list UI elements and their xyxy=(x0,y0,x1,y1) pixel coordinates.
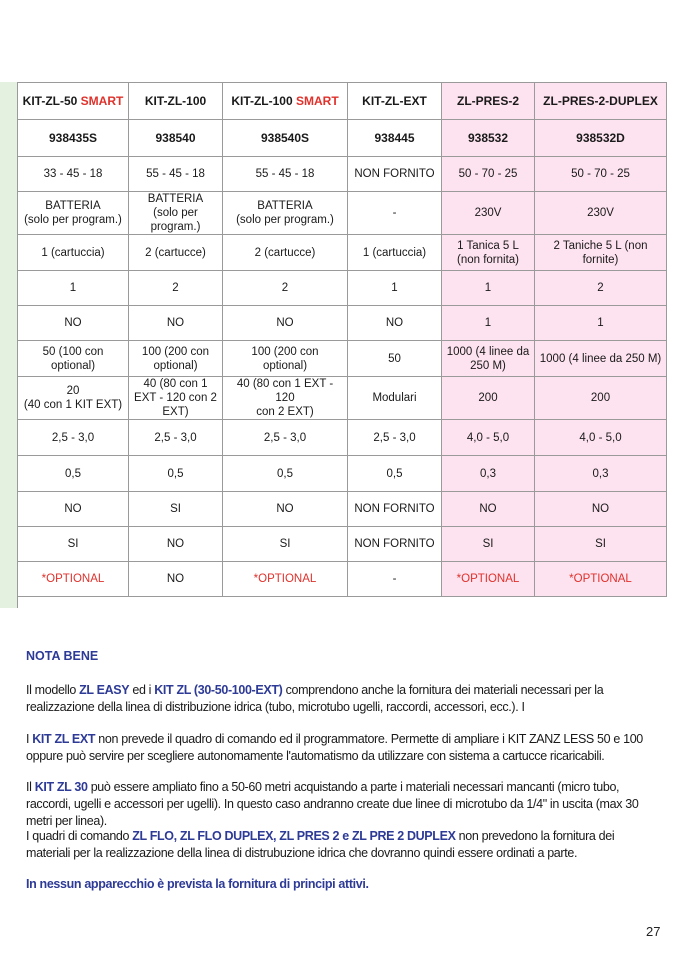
table-cell: 50 - 70 - 25 xyxy=(442,157,535,192)
table-cell: 200 xyxy=(535,377,667,420)
table-cell: 2 (cartucce) xyxy=(223,235,348,271)
table-cell: 0,5 xyxy=(18,456,129,492)
column-header-model: KIT-ZL-100 xyxy=(144,94,207,108)
table-cell: 55 - 45 - 18 xyxy=(223,157,348,192)
table-cell: BATTERIA (solo per program.) xyxy=(129,192,223,235)
note-highlight: KIT ZL 30 xyxy=(34,780,88,794)
column-header-model: ZL-PRES-2-DUPLEX xyxy=(543,94,658,108)
table-cell: 2 xyxy=(129,271,223,306)
note-paragraph xyxy=(26,682,658,716)
table-cell: 2,5 - 3,0 xyxy=(129,420,223,456)
table-cell: 55 - 45 - 18 xyxy=(129,157,223,192)
table-row xyxy=(18,377,667,420)
table-cell: 4,0 - 5,0 xyxy=(442,420,535,456)
table-cell: 0,5 xyxy=(348,456,442,492)
table-cell: 1000 (4 linee da 250 M) xyxy=(442,341,535,377)
table-cell: 2 Taniche 5 L (non fornite) xyxy=(535,235,667,271)
table-cell: NON FORNITO xyxy=(348,157,442,192)
table-cell: 20 (40 con 1 KIT EXT) xyxy=(18,377,129,420)
note-text: non prevedono la fornitura dei materiali per la realizzazione della linea di distrubuzione idrica che dovranno quindi essere ordinati a parte. xyxy=(26,829,615,860)
table-cell: SI xyxy=(129,492,223,527)
note-paragraph xyxy=(26,731,658,765)
table-cell: 0,3 xyxy=(535,456,667,492)
table-cell: 50 - 70 - 25 xyxy=(535,157,667,192)
table-cell: NO xyxy=(129,562,223,597)
table-row xyxy=(18,271,667,306)
column-header-accent: SMART xyxy=(296,94,339,108)
table-cell: *OPTIONAL xyxy=(18,562,129,597)
table-cell: 230V xyxy=(442,192,535,235)
table-cell: NO xyxy=(223,306,348,341)
table-cell: 0,3 xyxy=(442,456,535,492)
table-cell: - xyxy=(348,192,442,235)
table-cell: SI xyxy=(442,527,535,562)
table-cell: NON FORNITO xyxy=(348,492,442,527)
table-cell: *OPTIONAL xyxy=(442,562,535,597)
table-cell: - xyxy=(348,562,442,597)
table-cell: SI xyxy=(223,527,348,562)
table-cell: 1 xyxy=(18,271,129,306)
table-cell: 2,5 - 3,0 xyxy=(18,420,129,456)
table-cell: 1 xyxy=(535,306,667,341)
column-header-model: KIT-ZL-EXT xyxy=(362,94,427,108)
table-row xyxy=(18,120,667,157)
table-cell: 200 xyxy=(442,377,535,420)
table-cell: Modulari xyxy=(348,377,442,420)
table-cell: 1 (cartuccia) xyxy=(348,235,442,271)
table-row xyxy=(18,192,667,235)
note-paragraph xyxy=(26,828,658,862)
table-cell: BATTERIA (solo per program.) xyxy=(223,192,348,235)
table-row xyxy=(18,527,667,562)
table-cell: NO xyxy=(223,492,348,527)
column-header xyxy=(18,83,129,120)
note-paragraph xyxy=(26,779,658,830)
note-text: può essere ampliato fino a 50-60 metri acquistando a parte i materiali necessari mancanti (micro tubo, raccordi, ugelli e accessori per ugelli). In questo caso andranno create due linee di microtubo da 1/4" in uscita (max 30 metri per linea). xyxy=(26,780,639,828)
table-cell: 33 - 45 - 18 xyxy=(18,157,129,192)
table-cell: 1 (cartuccia) xyxy=(18,235,129,271)
column-header-model: KIT-ZL-50 xyxy=(22,94,81,108)
table-row xyxy=(18,235,667,271)
table-cell: 1 xyxy=(442,306,535,341)
table-cell: 100 (200 con optional) xyxy=(223,341,348,377)
table-cell: 40 (80 con 1 EXT - 120 con 2 EXT) xyxy=(129,377,223,420)
final-note: In nessun apparecchio è prevista la fornitura di principi attivi. xyxy=(26,877,369,891)
column-header-accent: SMART xyxy=(80,94,124,108)
table-row xyxy=(18,562,667,597)
table-cell: 938445 xyxy=(348,120,442,157)
table-cell: 2 xyxy=(223,271,348,306)
table-row xyxy=(18,341,667,377)
table-cell: 938540S xyxy=(223,120,348,157)
table-cell: SI xyxy=(535,527,667,562)
table-row xyxy=(18,420,667,456)
table-cell: 1 xyxy=(348,271,442,306)
note-text: non prevede il quadro di comando ed il programmatore. Permette di ampliare i KIT ZANZ LESS 50 e 100 oppure può servire per scegliere autonomamente l'automatismo da utilizzare con sistema a cartucce ricaricabili. xyxy=(26,732,643,763)
page-number: 27 xyxy=(646,924,661,939)
column-header-model: ZL-PRES-2 xyxy=(456,94,519,108)
table-cell: 1 xyxy=(442,271,535,306)
table-cell: 0,5 xyxy=(129,456,223,492)
table-cell: 938435S xyxy=(18,120,129,157)
table-row xyxy=(18,456,667,492)
note-highlight: ZL FLO, ZL FLO DUPLEX, ZL PRES 2 e ZL PRE 2 DUPLEX xyxy=(132,829,456,843)
spec-table-area xyxy=(0,82,666,608)
note-highlight: ZL EASY xyxy=(79,683,130,697)
table-cell: NO xyxy=(18,306,129,341)
table-cell: 1 Tanica 5 L (non fornita) xyxy=(442,235,535,271)
table-cell: NO xyxy=(442,492,535,527)
left-color-band xyxy=(0,82,18,608)
table-row xyxy=(18,492,667,527)
table-cell: NON FORNITO xyxy=(348,527,442,562)
column-header xyxy=(348,83,442,120)
table-header-row xyxy=(18,83,667,120)
spec-table xyxy=(17,82,667,597)
table-cell: *OPTIONAL xyxy=(535,562,667,597)
table-cell: 938540 xyxy=(129,120,223,157)
table-cell: 2,5 - 3,0 xyxy=(223,420,348,456)
column-header xyxy=(129,83,223,120)
table-cell: 938532 xyxy=(442,120,535,157)
table-cell: SI xyxy=(18,527,129,562)
table-cell: 2,5 - 3,0 xyxy=(348,420,442,456)
table-cell: 0,5 xyxy=(223,456,348,492)
table-cell: NO xyxy=(348,306,442,341)
table-cell: *OPTIONAL xyxy=(223,562,348,597)
note-text: Il xyxy=(26,780,35,794)
table-cell: 1000 (4 linee da 250 M) xyxy=(535,341,667,377)
note-text: I quadri di comando xyxy=(26,829,133,843)
table-cell: 50 xyxy=(348,341,442,377)
table-cell: BATTERIA (solo per program.) xyxy=(18,192,129,235)
column-header xyxy=(535,83,667,120)
table-cell: NO xyxy=(18,492,129,527)
table-cell: NO xyxy=(129,306,223,341)
table-cell: 230V xyxy=(535,192,667,235)
note-highlight: KIT ZL EXT xyxy=(32,732,96,746)
nota-bene-title: NOTA BENE xyxy=(26,649,99,663)
column-header-model: KIT-ZL-100 xyxy=(231,94,296,108)
table-row xyxy=(18,306,667,341)
table-row xyxy=(18,157,667,192)
table-cell: NO xyxy=(129,527,223,562)
note-text: Il modello xyxy=(26,683,80,697)
table-cell: NO xyxy=(535,492,667,527)
table-cell: 2 xyxy=(535,271,667,306)
column-header xyxy=(223,83,348,120)
note-text: ed i xyxy=(129,683,155,697)
table-cell: 100 (200 con optional) xyxy=(129,341,223,377)
column-header xyxy=(442,83,535,120)
table-cell: 2 (cartucce) xyxy=(129,235,223,271)
note-text: I xyxy=(26,732,33,746)
table-cell: 938532D xyxy=(535,120,667,157)
note-text: comprendono anche la fornitura dei materiali necessari per la realizzazione della linea di distribuzione idrica (tubo, microtubo ugelli, raccordi, accessori, ecc.). I xyxy=(26,683,604,714)
table-cell: 50 (100 con optional) xyxy=(18,341,129,377)
table-cell: 40 (80 con 1 EXT - 120 con 2 EXT) xyxy=(223,377,348,420)
note-highlight: KIT ZL (30-50-100-EXT) xyxy=(154,683,283,697)
table-cell: 4,0 - 5,0 xyxy=(535,420,667,456)
